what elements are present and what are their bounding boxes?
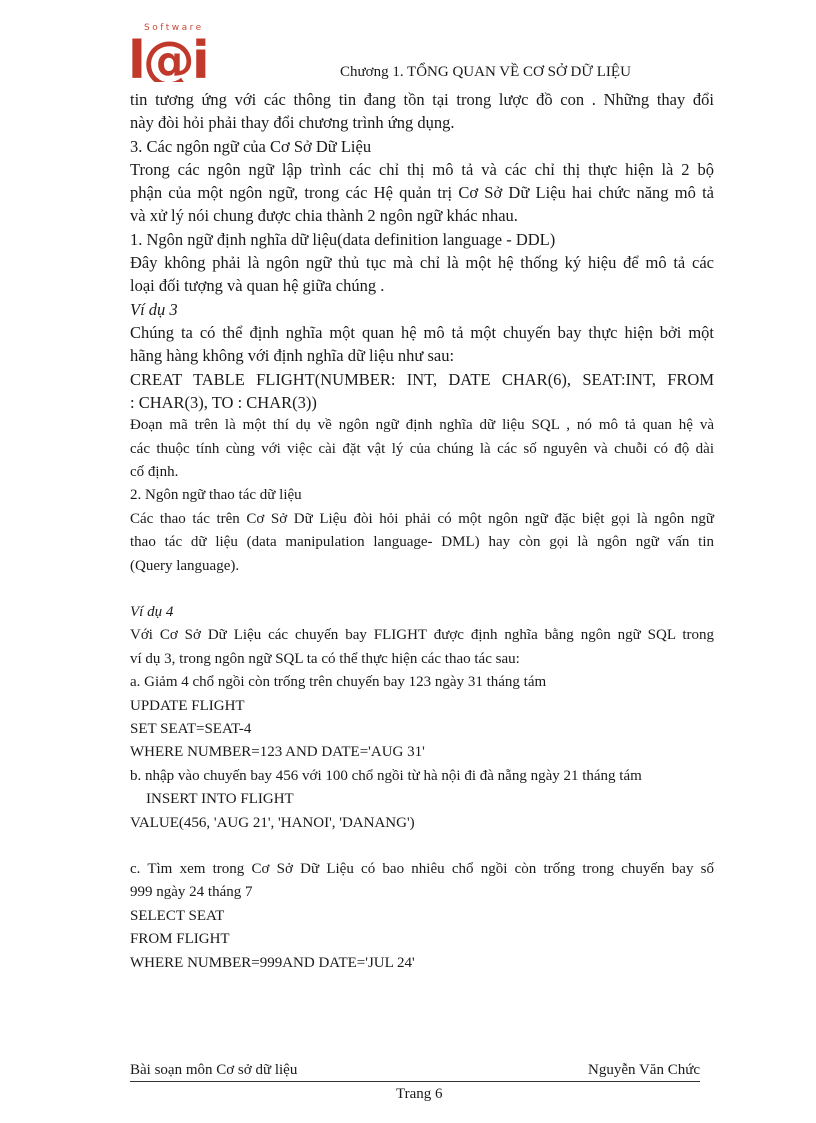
paragraph-line: b. nhập vào chuyến bay 456 với 100 chổ ngồi từ hà nội đi đà nẵng ngày 21 tháng tám [130,767,642,784]
example-label: Ví dụ 4 [130,604,174,620]
example-label: Ví dụ 3 [130,299,178,319]
paragraph-line: Trong các ngôn ngữ lập trình các chỉ thị mô tả và các chỉ thị thực hiện là 2 bộ [130,159,714,179]
code-line: INSERT INTO FLIGHT [146,791,294,808]
code-line: FROM FLIGHT [130,931,230,948]
paragraph-line: hãng hàng không với định nghĩa dữ liệu như sau: [130,346,455,366]
spacer [130,578,714,601]
subsection-heading: 2. Ngôn ngữ thao tác dữ liệu [130,487,302,504]
code-line: SELECT SEAT [130,907,225,924]
paragraph-line: Đây không phải là ngôn ngữ thủ tục mà chỉ là một hệ thống ký hiệu để mô tả các [130,253,714,273]
logo [128,20,220,82]
paragraph-line: ví dụ 3, trong ngôn ngữ SQL ta có thể thực hiện các thao tác sau: [130,650,520,667]
footer-course-title: Bài soạn môn Cơ sở dữ liệu [130,1062,298,1078]
code-line: SET SEAT=SEAT-4 [130,721,252,738]
section-heading: 3. Các ngôn ngữ của Cơ Sở Dữ Liệu [130,136,372,156]
logo-mark [128,20,220,82]
document-body [130,88,714,975]
logo-brand-text: Software [144,23,204,33]
paragraph-line: các thuộc tính cùng với việc cài đặt vật lý của chúng là các số nguyên và chuỗi có độ dài [130,440,714,457]
paragraph-line: c. Tìm xem trong Cơ Sở Dữ Liệu có bao nhiêu chổ ngồi còn trống trong chuyến bay số [130,861,714,878]
paragraph-line: phận của một ngôn ngữ, trong các Hệ quản trị Cơ Sở Dữ Liệu hai chức năng mô tả [130,183,714,203]
paragraph-line: loại đối tượng và quan hệ giữa chúng . [130,276,385,296]
subsection-heading: 1. Ngôn ngữ định nghĩa dữ liệu(data definition language - DDL) [130,229,556,249]
paragraph-line: cố định. [130,463,179,480]
page-header-title: Chương 1. TỔNG QUAN VỀ CƠ SỞ DỮ LIỆU [340,64,631,80]
paragraph-line: (Query language). [130,557,240,574]
paragraph-line: Các thao tác trên Cơ Sở Dữ Liệu đòi hỏi phải có một ngôn ngữ đặc biệt gọi là ngôn ngữ [130,510,714,527]
code-line: WHERE NUMBER=123 AND DATE='AUG 31' [130,744,425,761]
paragraph-line: 999 ngày 24 tháng 7 [130,884,253,901]
page-number: Trang 6 [396,1086,443,1102]
logo-mark-text: l@i [128,31,207,82]
footer-author: Nguyễn Văn Chức [587,1062,700,1078]
code-line: VALUE(456, 'AUG 21', 'HANOI', 'DANANG') [130,814,415,831]
code-line: : CHAR(3), TO : CHAR(3)) [130,392,317,412]
paragraph-line: tin tương ứng với các thông tin đang tồn tại trong lược đồ con . Những thay đổi [130,90,714,109]
code-line: WHERE NUMBER=999AND DATE='JUL 24' [130,954,415,971]
code-line: UPDATE FLIGHT [130,697,245,714]
paragraph-line: thao tác dữ liệu (data manipulation language- DML) hay còn gọi là ngôn ngữ vấn tin [130,534,714,551]
paragraph-line: và xử lý nói chung được chia thành 2 ngôn ngữ khác nhau. [130,206,518,226]
paragraph-line: này đòi hỏi phải thay đổi chương trình ứng dụng. [130,113,455,133]
paragraph-line: Với Cơ Sở Dữ Liệu các chuyến bay FLIGHT được định nghĩa bằng ngôn ngữ SQL trong [130,627,714,644]
paragraph-line: Đoạn mã trên là một thí dụ về ngôn ngữ định nghĩa dữ liệu SQL , nó mô tả quan hệ và [130,417,714,434]
page-footer [130,1062,700,1082]
code-line: CREAT TABLE FLIGHT(NUMBER: INT, DATE CHAR(6), SEAT:INT, FROM [130,369,714,389]
paragraph-line: Chúng ta có thể định nghĩa một quan hệ mô tả một chuyến bay thực hiện bởi một [130,322,714,342]
spacer [130,835,714,858]
paragraph-line: a. Giảm 4 chổ ngồi còn trống trên chuyến bay 123 ngày 31 tháng tám [130,674,547,691]
